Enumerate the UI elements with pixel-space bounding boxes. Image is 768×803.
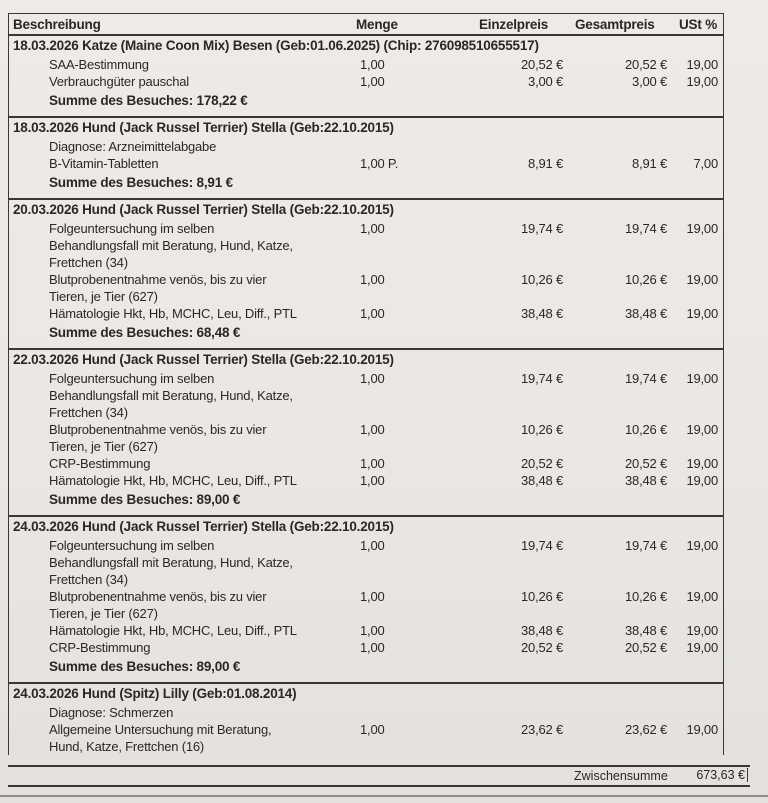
- line-item: [9, 404, 723, 421]
- header-quantity: Menge: [356, 16, 398, 32]
- item-unit-price: 19,74 €: [521, 221, 563, 236]
- item-vat: 19,00: [686, 623, 718, 638]
- item-unit-price: 38,48 €: [521, 306, 563, 321]
- item-quantity: 1,00: [360, 422, 385, 437]
- item-unit-price: 20,52 €: [521, 640, 563, 655]
- item-quantity: 1,00: [360, 589, 385, 604]
- item-quantity: 1,00: [360, 473, 385, 488]
- item-description: Folgeuntersuchung im selben: [49, 371, 215, 386]
- item-description: Hämatologie Hkt, Hb, MCHC, Leu, Diff., PTL: [49, 473, 297, 488]
- item-description: Blutprobenentnahme venös, bis zu vier: [49, 272, 267, 287]
- item-unit-price: 19,74 €: [521, 371, 563, 386]
- item-unit-price: 3,00 €: [528, 74, 563, 89]
- line-item: [9, 605, 723, 622]
- item-quantity: 1,00: [360, 272, 385, 287]
- item-total-price: 19,74 €: [625, 221, 667, 236]
- line-item: [9, 704, 723, 721]
- item-vat: 19,00: [686, 371, 718, 386]
- item-total-price: 19,74 €: [625, 371, 667, 386]
- line-item: [9, 254, 723, 271]
- line-item: [9, 554, 723, 571]
- line-item: [9, 288, 723, 305]
- item-description: Folgeuntersuchung im selben: [49, 538, 215, 553]
- item-total-price: 38,48 €: [625, 306, 667, 321]
- line-item: [9, 387, 723, 404]
- item-quantity: 1,00: [360, 221, 385, 236]
- item-quantity: 1,00: [360, 640, 385, 655]
- item-unit-price: 38,48 €: [521, 623, 563, 638]
- item-description: Tieren, je Tier (627): [49, 289, 158, 304]
- item-quantity: 1,00 P.: [360, 156, 399, 171]
- item-description: CRP-Bestimmung: [49, 456, 151, 471]
- line-item: [9, 305, 723, 322]
- visit-title: 18.03.2026 Hund (Jack Russel Terrier) Stella (Geb:22.10.2015): [13, 120, 394, 135]
- visit-section: [9, 684, 723, 755]
- line-item: [9, 472, 723, 489]
- item-description: Frettchen (34): [49, 572, 128, 587]
- visit-sum: Summe des Besuches: 178,22 €: [49, 93, 248, 108]
- item-quantity: 1,00: [360, 57, 385, 72]
- item-description: Behandlungsfall mit Beratung, Hund, Katze,: [49, 238, 293, 253]
- item-description: Folgeuntersuchung im selben: [49, 221, 215, 236]
- item-description: Hämatologie Hkt, Hb, MCHC, Leu, Diff., PTL: [49, 623, 297, 638]
- line-item: [9, 73, 723, 90]
- item-vat: 19,00: [686, 306, 718, 321]
- item-vat: 19,00: [686, 722, 718, 737]
- item-vat: 19,00: [686, 538, 718, 553]
- header-vat: USt %: [679, 16, 718, 32]
- item-quantity: 1,00: [360, 538, 385, 553]
- item-unit-price: 8,91 €: [528, 156, 563, 171]
- item-total-price: 10,26 €: [625, 589, 667, 604]
- item-total-price: 10,26 €: [625, 272, 667, 287]
- subtotal-bar: [8, 765, 750, 787]
- header-description: Beschreibung: [13, 16, 101, 32]
- item-total-price: 23,62 €: [625, 722, 667, 737]
- header-unit-price: Einzelpreis: [479, 16, 549, 32]
- item-quantity: 1,00: [360, 74, 385, 89]
- item-total-price: 20,52 €: [625, 456, 667, 471]
- visit-section: [9, 118, 723, 200]
- item-vat: 19,00: [686, 422, 718, 437]
- line-item: [9, 421, 723, 438]
- item-vat: 19,00: [686, 473, 718, 488]
- item-total-price: 20,52 €: [625, 640, 667, 655]
- line-item: [9, 738, 723, 755]
- item-quantity: 1,00: [360, 456, 385, 471]
- item-description: Blutprobenentnahme venös, bis zu vier: [49, 589, 267, 604]
- item-total-price: 19,74 €: [625, 538, 667, 553]
- item-description: Diagnose: Schmerzen: [49, 705, 174, 720]
- item-description: Frettchen (34): [49, 255, 128, 270]
- visit-sum: Summe des Besuches: 89,00 €: [49, 492, 241, 507]
- item-vat: 19,00: [686, 589, 718, 604]
- visit-sum: Summe des Besuches: 68,48 €: [49, 325, 241, 340]
- line-item: [9, 138, 723, 155]
- item-unit-price: 10,26 €: [521, 589, 563, 604]
- item-description: Hämatologie Hkt, Hb, MCHC, Leu, Diff., PTL: [49, 306, 297, 321]
- line-item: [9, 220, 723, 237]
- item-description: Tieren, je Tier (627): [49, 606, 158, 621]
- header-total-price: Gesamtpreis: [575, 16, 655, 32]
- item-vat: 19,00: [686, 74, 718, 89]
- item-description: Tieren, je Tier (627): [49, 439, 158, 454]
- line-item: [9, 639, 723, 656]
- visit-section: [9, 200, 723, 350]
- item-unit-price: 20,52 €: [521, 456, 563, 471]
- item-vat: 19,00: [686, 272, 718, 287]
- item-total-price: 38,48 €: [625, 623, 667, 638]
- visits-list: [9, 36, 723, 755]
- item-quantity: 1,00: [360, 722, 385, 737]
- item-vat: 19,00: [686, 640, 718, 655]
- item-description: Blutprobenentnahme venös, bis zu vier: [49, 422, 267, 437]
- item-unit-price: 19,74 €: [521, 538, 563, 553]
- item-description: Allgemeine Untersuchung mit Beratung,: [49, 722, 272, 737]
- item-description: Hund, Katze, Frettchen (16): [49, 739, 205, 754]
- item-total-price: 8,91 €: [632, 156, 667, 171]
- subtotal-label: Zwischensumme: [574, 769, 668, 783]
- visit-title: 18.03.2026 Katze (Maine Coon Mix) Besen (Geb:01.06.2025) (Chip: 276098510655517): [13, 38, 539, 53]
- line-item: [9, 56, 723, 73]
- item-description: SAA-Bestimmung: [49, 57, 149, 72]
- line-item: [9, 155, 723, 172]
- item-description: Frettchen (34): [49, 405, 128, 420]
- item-vat: 7,00: [693, 156, 718, 171]
- line-item: [9, 622, 723, 639]
- visit-sum: Summe des Besuches: 8,91 €: [49, 175, 233, 190]
- item-vat: 19,00: [686, 57, 718, 72]
- item-description: Behandlungsfall mit Beratung, Hund, Katze,: [49, 555, 293, 570]
- line-item: [9, 237, 723, 254]
- item-unit-price: 38,48 €: [521, 473, 563, 488]
- line-item: [9, 438, 723, 455]
- invoice-table: [8, 13, 724, 755]
- visit-sum: Summe des Besuches: 89,00 €: [49, 659, 241, 674]
- subtotal-value: 673,63 €: [696, 768, 748, 782]
- item-vat: 19,00: [686, 221, 718, 236]
- table-header: [9, 14, 723, 36]
- line-item: [9, 271, 723, 288]
- visit-title: 24.03.2026 Hund (Jack Russel Terrier) Stella (Geb:22.10.2015): [13, 519, 394, 534]
- item-quantity: 1,00: [360, 371, 385, 386]
- visit-title: 22.03.2026 Hund (Jack Russel Terrier) Stella (Geb:22.10.2015): [13, 352, 394, 367]
- item-description: Diagnose: Arzneimittelabgabe: [49, 139, 217, 154]
- item-description: Behandlungsfall mit Beratung, Hund, Katze,: [49, 388, 293, 403]
- item-unit-price: 20,52 €: [521, 57, 563, 72]
- line-item: [9, 537, 723, 554]
- line-item: [9, 721, 723, 738]
- item-total-price: 20,52 €: [625, 57, 667, 72]
- visit-section: [9, 517, 723, 684]
- line-item: [9, 455, 723, 472]
- item-vat: 19,00: [686, 456, 718, 471]
- item-quantity: 1,00: [360, 623, 385, 638]
- visit-title: 20.03.2026 Hund (Jack Russel Terrier) Stella (Geb:22.10.2015): [13, 202, 394, 217]
- line-item: [9, 588, 723, 605]
- visit-title: 24.03.2026 Hund (Spitz) Lilly (Geb:01.08.2014): [13, 686, 297, 701]
- item-unit-price: 23,62 €: [521, 722, 563, 737]
- item-total-price: 38,48 €: [625, 473, 667, 488]
- page-divider: [0, 795, 768, 797]
- visit-section: [9, 350, 723, 517]
- item-description: B-Vitamin-Tabletten: [49, 156, 159, 171]
- item-description: Verbrauchgüter pauschal: [49, 74, 189, 89]
- item-description: CRP-Bestimmung: [49, 640, 151, 655]
- item-total-price: 10,26 €: [625, 422, 667, 437]
- item-quantity: 1,00: [360, 306, 385, 321]
- line-item: [9, 571, 723, 588]
- item-unit-price: 10,26 €: [521, 272, 563, 287]
- item-unit-price: 10,26 €: [521, 422, 563, 437]
- visit-section: [9, 36, 723, 118]
- item-total-price: 3,00 €: [632, 74, 667, 89]
- line-item: [9, 370, 723, 387]
